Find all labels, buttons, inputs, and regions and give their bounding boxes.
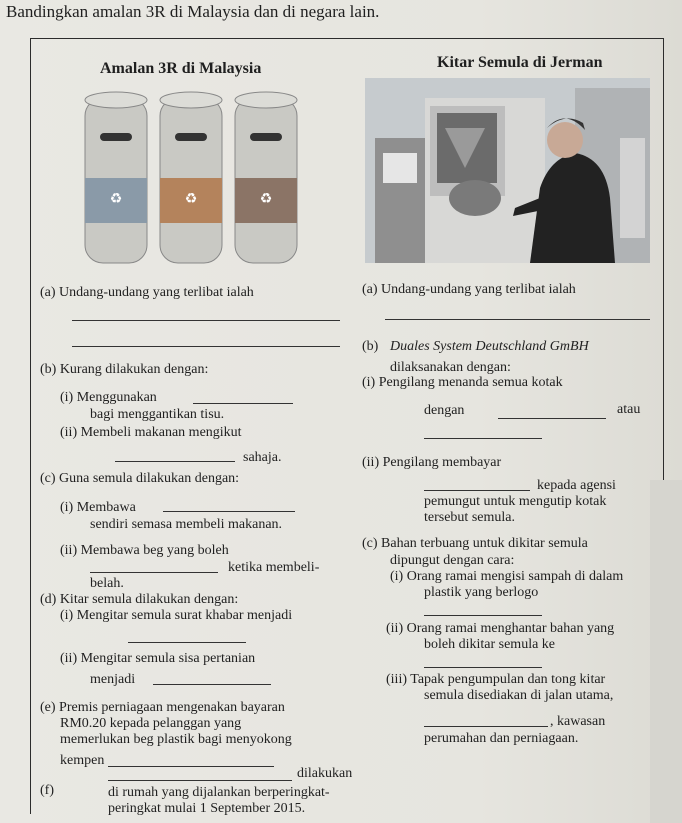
right-q-b-ii-cont3: tersebut semula. [424, 510, 515, 525]
left-q-e-cont1: RM0.20 kepada pelanggan yang [60, 716, 242, 731]
left-q-d: (d) Kitar semula dilakukan dengan: [40, 592, 239, 607]
left-q-e-cont2: memerlukan beg plastik bagi menyokong [60, 732, 292, 747]
left-q-f-cont: dilakukan [297, 766, 353, 781]
left-e-blank[interactable] [108, 766, 274, 767]
right-heading: Kitar Semula di Jerman [437, 54, 603, 71]
left-d-i-blank[interactable] [128, 642, 246, 643]
left-q-c-i-cont: sendiri semasa membeli makanan. [90, 517, 283, 532]
left-q-b-i-cont: bagi menggantikan tisu. [90, 407, 225, 422]
left-q-f-cont3: peringkat mulai 1 September 2015. [108, 801, 306, 816]
right-q-c-i: (i) Orang ramai mengisi sampah di dalam [390, 569, 624, 584]
left-q-c-i: (i) Membawa [60, 500, 136, 515]
left-q-e: (e) Premis perniagaan mengenakan bayaran [40, 700, 285, 715]
right-q-b: (b) [362, 339, 379, 354]
right-c-i-blank[interactable] [424, 615, 542, 616]
left-heading: Amalan 3R di Malaysia [100, 60, 262, 77]
right-q-c-ii: (ii) Orang ramai menghantar bahan yang [386, 621, 615, 636]
right-q-c-cont: dipungut dengan cara: [390, 553, 515, 568]
left-q-b: (b) Kurang dilakukan dengan: [40, 362, 209, 377]
right-q-b-org: Duales System Deutschland GmBH [390, 339, 589, 354]
right-c-iii-blank[interactable] [424, 726, 548, 727]
left-b-ii-blank[interactable] [115, 461, 235, 462]
left-q-f-cont2: di rumah yang dijalankan berperingkat- [108, 785, 330, 800]
right-q-c-iii-cont3: perumahan dan perniagaan. [424, 731, 579, 746]
right-q-b-ii: (ii) Pengilang membayar [362, 455, 502, 470]
right-a-answer-line[interactable] [385, 319, 650, 320]
left-b-i-blank[interactable] [193, 403, 293, 404]
left-q-c-ii-cont2: belah. [90, 576, 124, 591]
recycling-bins-illustration [80, 88, 310, 268]
right-q-b-i-cont: dengan [424, 403, 465, 418]
left-c-i-blank[interactable] [163, 511, 295, 512]
bin-blue [85, 92, 147, 263]
right-q-a: (a) Undang-undang yang terlibat ialah [362, 282, 576, 297]
svg-text:♻: ♻ [184, 192, 198, 207]
left-q-e-cont3: kempen [60, 753, 105, 768]
right-q-b-i: (i) Pengilang menanda semua kotak [362, 375, 563, 390]
right-q-c: (c) Bahan terbuang untuk dikitar semula [362, 536, 588, 551]
left-a-answer-line-1[interactable] [72, 320, 340, 321]
right-b-i-blank-2[interactable] [424, 438, 542, 439]
right-q-c-ii-cont: boleh dikitar semula ke [424, 637, 556, 652]
svg-text:♻: ♻ [259, 192, 273, 207]
left-a-answer-line-2[interactable] [72, 346, 340, 347]
right-q-b-i-atau: atau [617, 402, 641, 417]
left-f-blank[interactable] [108, 780, 292, 781]
left-q-b-ii-cont: sahaja. [243, 450, 282, 465]
left-q-a: (a) Undang-undang yang terlibat ialah [40, 285, 254, 300]
adjacent-page-edge [650, 480, 682, 823]
right-b-i-blank-1[interactable] [498, 418, 606, 419]
recycling-machine-photo [365, 78, 650, 263]
left-q-c-ii-cont: ketika membeli- [228, 560, 320, 575]
right-q-c-i-cont: plastik yang berlogo [424, 585, 539, 600]
right-q-c-iii: (iii) Tapak pengumpulan dan tong kitar [386, 672, 606, 687]
right-q-c-iii-cont2: , kawasan [550, 714, 606, 729]
left-q-d-ii-cont: menjadi [90, 672, 136, 687]
right-q-b-ii-cont2: pemungut untuk mengutip kotak [424, 494, 607, 509]
left-q-f: (f) [40, 783, 54, 798]
intro-instruction: Bandingkan amalan 3R di Malaysia dan di negara lain. [6, 2, 380, 21]
left-q-c-ii: (ii) Membawa beg yang boleh [60, 543, 229, 558]
left-q-b-i: (i) Menggunakan [60, 390, 157, 405]
bin-orange [160, 92, 222, 263]
left-q-c: (c) Guna semula dilakukan dengan: [40, 471, 240, 486]
svg-text:♻: ♻ [109, 192, 123, 207]
left-d-ii-blank[interactable] [153, 684, 271, 685]
left-q-b-ii: (ii) Membeli makanan mengikut [60, 425, 242, 440]
right-q-b-ii-cont: kepada agensi [537, 478, 616, 493]
left-q-d-i: (i) Mengitar semula surat khabar menjadi [60, 608, 293, 623]
right-q-c-iii-cont: semula disediakan di jalan utama, [424, 688, 614, 703]
left-q-d-ii: (ii) Mengitar semula sisa pertanian [60, 651, 256, 666]
right-b-ii-blank[interactable] [424, 490, 530, 491]
right-q-b-cont: dilaksanakan dengan: [390, 360, 511, 375]
right-c-ii-blank[interactable] [424, 667, 542, 668]
left-c-ii-blank[interactable] [90, 572, 218, 573]
bin-brown [235, 92, 297, 263]
